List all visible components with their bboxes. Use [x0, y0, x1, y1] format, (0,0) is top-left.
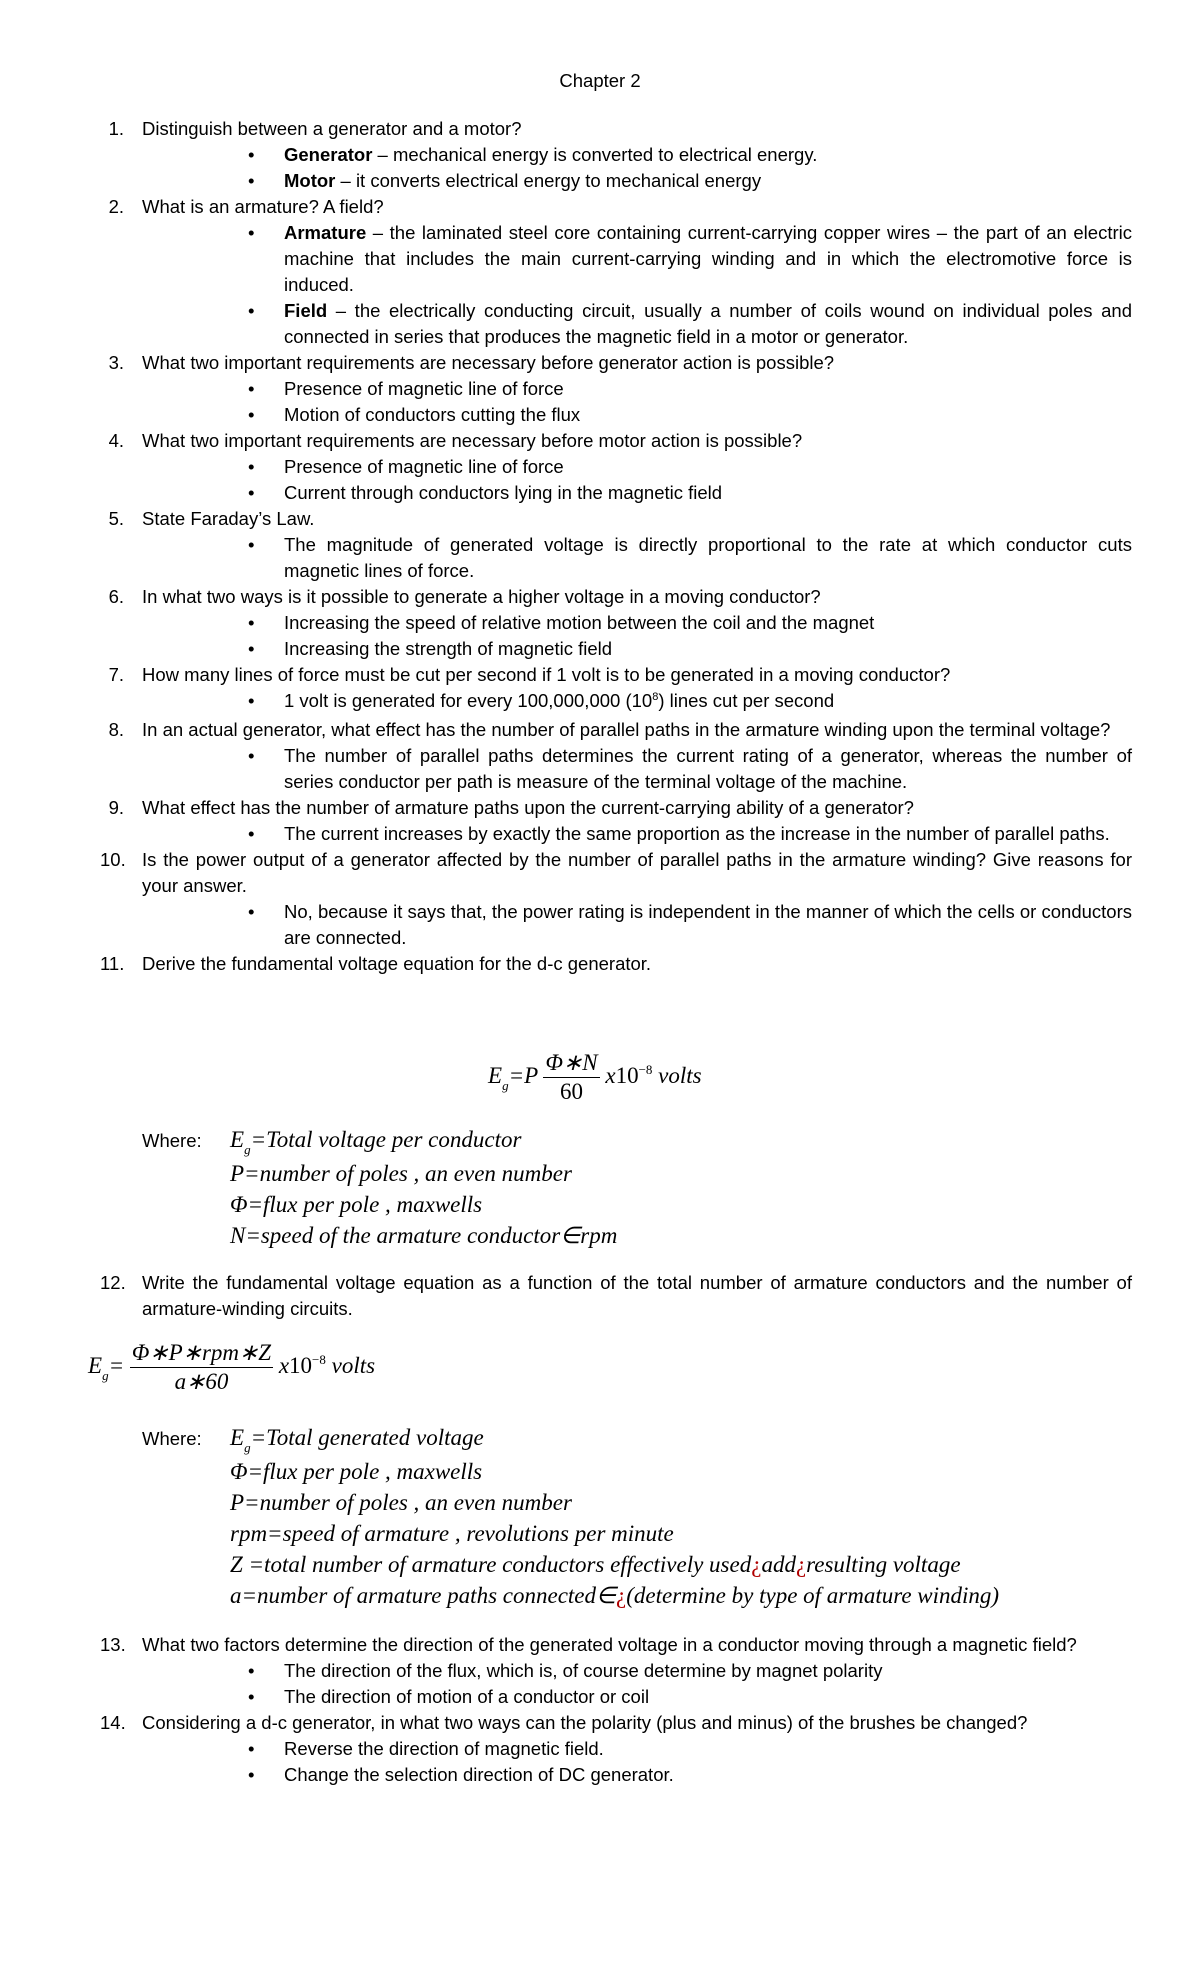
question-1: 1. Distinguish between a generator and a motor?	[108, 118, 522, 139]
bullet-icon: •	[248, 222, 255, 243]
bullet-icon: •	[248, 534, 255, 555]
question-7: 7. How many lines of force must be cut per second if 1 volt is to be generated in a moving conductor?	[108, 664, 951, 685]
definition-line: Φ=flux per pole , maxwells	[230, 1192, 483, 1217]
bullet-icon: •	[248, 638, 255, 659]
voltage-equation-1: $E_g=P$ $\frac{\Phi∗N}{60}$ $x10^{-8}$ volts	[488, 1050, 702, 1104]
question-3: 3. What two important requirements are necessary before generator action is possible?	[108, 352, 835, 373]
answer-bullet: • Presence of magnetic line of force	[100, 454, 1132, 480]
answer-bullet: • Presence of magnetic line of force	[100, 376, 1132, 402]
bullet-icon: •	[248, 456, 255, 477]
bullet-icon: •	[248, 745, 255, 766]
variable-definitions-2	[230, 1422, 999, 1611]
bullet-icon: •	[248, 1660, 255, 1681]
where-label: Where:	[142, 1130, 202, 1151]
bullet-icon: •	[248, 612, 255, 633]
bullet-icon: •	[248, 823, 255, 844]
question-10: 10. Is the power output of a generator affected by the number of parallel paths in the armature winding? Give reasons for your answer.	[100, 849, 1132, 896]
bullet-icon: •	[248, 404, 255, 425]
answer-bullet: • Increasing the speed of relative motion between the coil and the magnet	[100, 610, 1132, 636]
answer-bullet: • Current through conductors lying in the magnetic field	[100, 480, 1132, 506]
voltage-equation-2: $E_g=$ $\frac{\text{Φ∗P∗rpm∗Z}}{a∗60}$ $x10^{-8}$ volts	[88, 1340, 376, 1394]
bullet-icon: •	[248, 378, 255, 399]
definition-line: P=number of poles , an even number	[230, 1490, 572, 1515]
answer-bullet: • The direction of the flux, which is, of course determine by magnet polarity	[100, 1658, 1132, 1684]
definition-line: N=speed of the armature conductor∈rpm	[230, 1223, 618, 1248]
variable-definitions-1	[230, 1124, 617, 1251]
equation-fraction: $\frac{\text{Φ∗P∗rpm∗Z}}{a∗60}$	[131, 1340, 272, 1394]
answer-bullet: • Motion of conductors cutting the flux	[100, 402, 1132, 428]
bullet-icon: •	[248, 901, 255, 922]
answer-bullet: • Field – the electrically conducting circuit, usually a number of coils wound on individual poles and connected in series that produces the magnetic field in a motor or generator.	[248, 300, 1132, 347]
question-14: 14. Considering a d-c generator, in what two ways can the polarity (plus and minus) of the brushes be changed?	[100, 1712, 1028, 1733]
question-2: 2. What is an armature? A field?	[108, 196, 384, 217]
answer-bullet: • Change the selection direction of DC generator.	[100, 1762, 1132, 1788]
definition-line: a=number of armature paths connected∈¿(determine by type of armature winding)	[230, 1583, 1000, 1608]
definition-line: Z =total number of armature conductors effectively used¿add¿resulting voltage	[230, 1552, 961, 1577]
answer-bullet: • No, because it says that, the power rating is independent in the manner of which the cells or conductors are connected.	[248, 901, 1132, 948]
answer-bullet: • The current increases by exactly the same proportion as the increase in the number of parallel paths.	[100, 821, 1132, 847]
answer-bullet: • The direction of motion of a conductor or coil	[100, 1684, 1132, 1710]
bullet-icon: •	[248, 170, 255, 191]
question-6: 6. In what two ways is it possible to generate a higher voltage in a moving conductor?	[108, 586, 821, 607]
equation-fraction: $\frac{\Phi∗N}{60}$	[545, 1050, 598, 1104]
question-4: 4. What two important requirements are necessary before motor action is possible?	[108, 430, 803, 451]
definition-line: P=number of poles , an even number	[230, 1161, 572, 1186]
answer-bullet: • Reverse the direction of magnetic field.	[100, 1736, 1132, 1762]
question-list-part-1	[100, 116, 1132, 977]
question-5: 5. State Faraday’s Law.	[108, 508, 315, 529]
definition-line: $E_g=Total$ generated voltage	[230, 1425, 484, 1455]
question-list-part-3	[100, 1632, 1132, 1788]
where-label: Where:	[142, 1428, 202, 1449]
bullet-icon: •	[248, 482, 255, 503]
question-12: 12. Write the fundamental voltage equation as a function of the total number of armature conductors and the number of armature-winding circuits.	[100, 1272, 1132, 1319]
answer-bullet: • 1 volt is generated for every 100,000,000 $(10^8)$ lines cut per second	[100, 688, 1132, 717]
definition-line: Φ=flux per pole , maxwells	[230, 1459, 483, 1484]
bullet-icon: •	[248, 300, 255, 321]
bullet-icon: •	[248, 690, 255, 711]
definition-line: $E_g=Total$ voltage per conductor	[230, 1127, 522, 1157]
bullet-icon: •	[248, 1738, 255, 1759]
question-list-part-2	[100, 1270, 1132, 1322]
bullet-icon: •	[248, 1686, 255, 1707]
question-11: 11. Derive the fundamental voltage equation for the d-c generator.	[100, 953, 652, 974]
bullet-icon: •	[248, 144, 255, 165]
bullet-icon: •	[248, 1764, 255, 1785]
answer-bullet: • Generator – mechanical energy is converted to electrical energy.	[100, 142, 1132, 168]
question-8: 8. In an actual generator, what effect has the number of parallel paths in the armature winding upon the terminal voltage?	[108, 719, 1111, 740]
question-9: 9. What effect has the number of armature paths upon the current-carrying ability of a generator?	[108, 797, 914, 818]
answer-bullet: • Increasing the strength of magnetic field	[100, 636, 1132, 662]
answer-bullet: • The number of parallel paths determines the current rating of a generator, whereas the number of series conductor per path is measure of the terminal voltage of the machine.	[248, 745, 1132, 792]
page-title: Chapter 2	[559, 70, 641, 91]
definition-line: rpm=speed of armature , revolutions per minute	[230, 1521, 674, 1546]
answer-bullet: • Motor – it converts electrical energy to mechanical energy	[100, 168, 1132, 194]
answer-bullet: • The magnitude of generated voltage is directly proportional to the rate at which conductor cuts magnetic lines of force.	[248, 534, 1132, 581]
question-13: 13. What two factors determine the direction of the generated voltage in a conductor moving through a magnetic field?	[100, 1634, 1077, 1655]
answer-bullet: • Armature – the laminated steel core containing current-carrying copper wires – the part of an electric machine that includes the main current-carrying winding and in which the electromotive force is induced.	[248, 222, 1132, 295]
